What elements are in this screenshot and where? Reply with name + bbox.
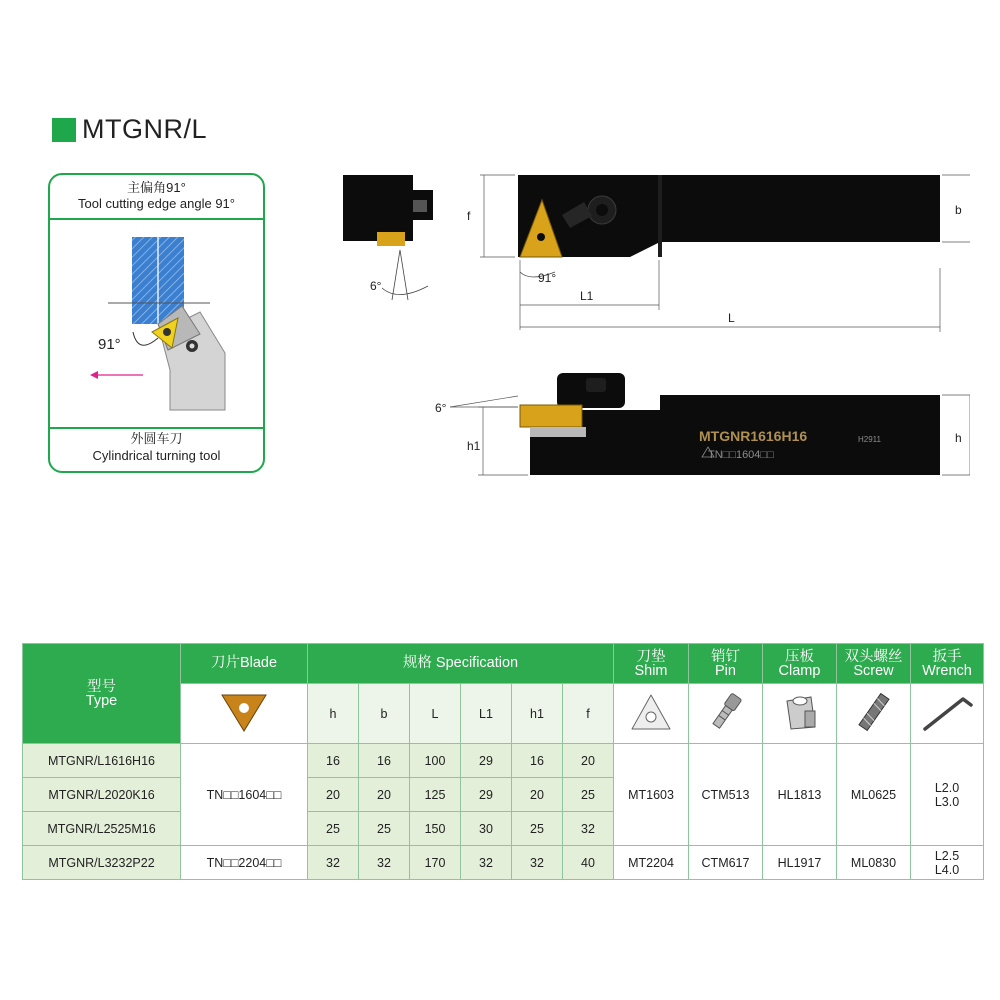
cell-L: 170 (410, 846, 461, 880)
cell-h1: 32 (512, 846, 563, 880)
cell-f: 40 (563, 846, 614, 880)
dim-h-label: h (955, 431, 962, 445)
cell-h: 25 (308, 812, 359, 846)
turning-diagram (50, 220, 265, 427)
end-view-icon (343, 175, 433, 246)
cell-L: 125 (410, 778, 461, 812)
top-view-icon (518, 175, 940, 257)
spec-header: 规格 Specification (308, 644, 614, 684)
blade-code: TN□□1604□□ (181, 744, 308, 846)
wrench-code: L2.5 L4.0 (911, 846, 984, 880)
body-marking: MTGNR1616H16 (699, 428, 808, 444)
feed-arrow-icon (90, 371, 143, 379)
top-angle-label: 91° (538, 271, 557, 285)
tool-holder-icon (152, 306, 225, 410)
cell-b: 25 (359, 812, 410, 846)
screw-icon (849, 689, 899, 735)
table-row-type: MTGNR/L2525M16 (23, 812, 181, 846)
type-header: 型号 Type (23, 644, 181, 744)
panel-divider (50, 427, 263, 429)
screw-header: 双头螺丝 Screw (837, 644, 911, 684)
screw-code: ML0625 (837, 744, 911, 846)
blade-header: 刀片Blade (181, 644, 308, 684)
spec-col-h: h (308, 684, 359, 744)
pin-icon (701, 689, 751, 735)
cell-b: 16 (359, 744, 410, 778)
green-square-icon (52, 118, 76, 142)
dim-h1-label: h1 (467, 439, 481, 453)
cell-L1: 29 (461, 744, 512, 778)
shim-code: MT1603 (614, 744, 689, 846)
side-angle-label: 6° (435, 401, 447, 415)
screw-image (837, 684, 911, 744)
panel-title-en: Tool cutting edge angle 91° (78, 196, 235, 211)
insert-marking: TN□□1604□□ (708, 449, 774, 461)
panel-foot-cn: 外圆车刀 (130, 431, 183, 446)
shim-icon (626, 689, 676, 735)
cell-h: 16 (308, 744, 359, 778)
spec-table (22, 643, 984, 880)
wrench-code: L2.0 L3.0 (911, 744, 984, 846)
triangle-insert-icon (214, 687, 274, 737)
clamp-image (763, 684, 837, 744)
table-row-type: MTGNR/L3232P22 (23, 846, 181, 880)
cell-f: 32 (563, 812, 614, 846)
table-row-type: MTGNR/L1616H16 (23, 744, 181, 778)
cell-f: 20 (563, 744, 614, 778)
cell-h1: 16 (512, 744, 563, 778)
spec-col-h1: h1 (512, 684, 563, 744)
cell-h1: 20 (512, 778, 563, 812)
cell-h1: 25 (512, 812, 563, 846)
clamp-header: 压板 Clamp (763, 644, 837, 684)
cell-L1: 30 (461, 812, 512, 846)
cell-f: 25 (563, 778, 614, 812)
cell-L1: 32 (461, 846, 512, 880)
spec-col-L1: L1 (461, 684, 512, 744)
dim-b-label: b (955, 203, 962, 217)
pin-image (689, 684, 763, 744)
heading-text: MTGNR/L (82, 114, 207, 144)
blade-image (181, 684, 308, 744)
hex-wrench-icon (917, 689, 977, 735)
shim-image (614, 684, 689, 744)
screw-code: ML0830 (837, 846, 911, 880)
cell-b: 32 (359, 846, 410, 880)
end-angle-label: 6° (370, 279, 382, 293)
panel-title-cn: 主偏角91° (127, 180, 186, 195)
section-heading (52, 114, 207, 145)
spec-col-f: f (563, 684, 614, 744)
cell-L1: 29 (461, 778, 512, 812)
shim-code: MT2204 (614, 846, 689, 880)
dim-L1-label: L1 (580, 289, 594, 303)
tool-holder-drawing (330, 160, 970, 490)
blade-code: TN□□2204□□ (181, 846, 308, 880)
wrench-image (911, 684, 984, 744)
clamp-code: HL1917 (763, 846, 837, 880)
pin-code: CTM513 (689, 744, 763, 846)
cell-L: 100 (410, 744, 461, 778)
small-marking: H2911 (858, 435, 881, 444)
shim-header: 刀垫 Shim (614, 644, 689, 684)
panel-angle-label: 91° (98, 336, 121, 353)
dim-L-label: L (728, 311, 735, 325)
cell-h: 20 (308, 778, 359, 812)
dim-f-label: f (467, 209, 471, 223)
wrench-header: 扳手 Wrench (911, 644, 984, 684)
cell-b: 20 (359, 778, 410, 812)
table-row-type: MTGNR/L2020K16 (23, 778, 181, 812)
pin-header: 销钉 Pin (689, 644, 763, 684)
spec-col-L: L (410, 684, 461, 744)
cell-L: 150 (410, 812, 461, 846)
spec-col-b: b (359, 684, 410, 744)
side-view-icon (520, 373, 940, 475)
clamp-code: HL1813 (763, 744, 837, 846)
cutting-angle-panel (48, 173, 265, 473)
clamp-icon (775, 689, 825, 735)
cell-h: 32 (308, 846, 359, 880)
pin-code: CTM617 (689, 846, 763, 880)
panel-foot-en: Cylindrical turning tool (92, 448, 221, 463)
